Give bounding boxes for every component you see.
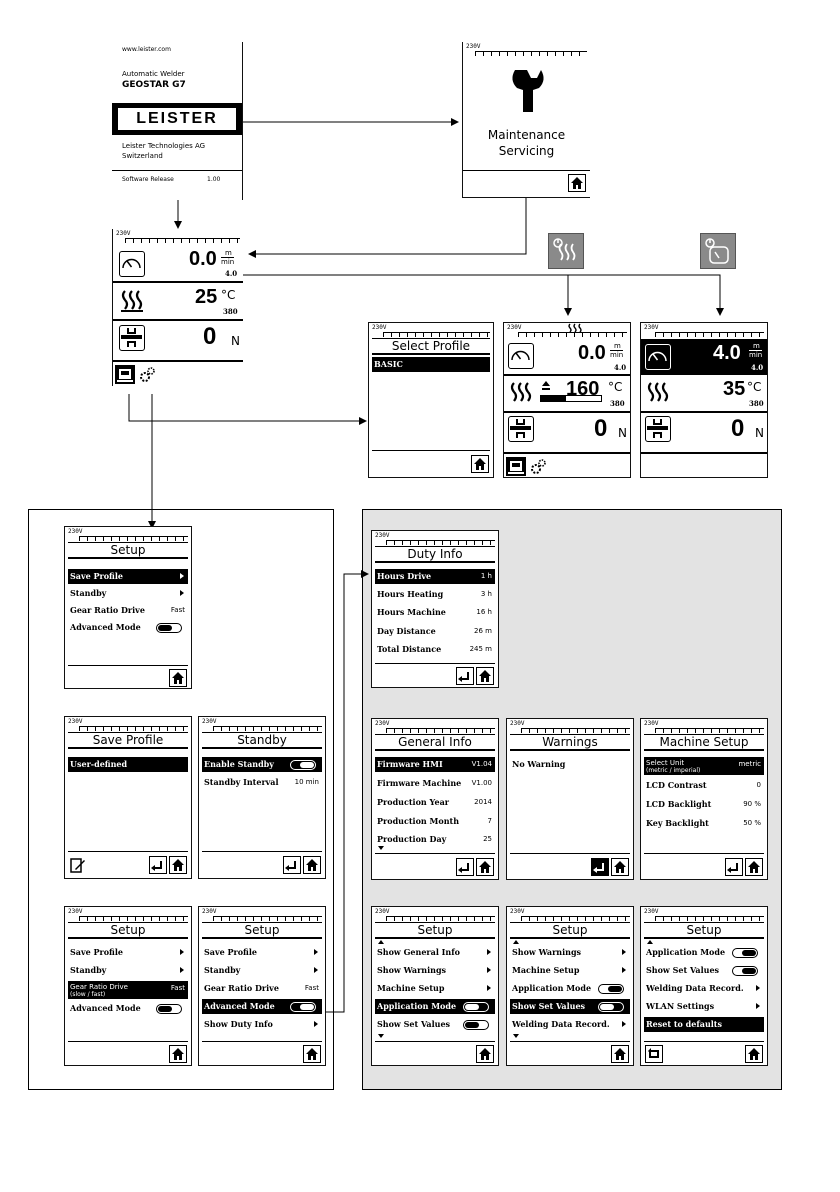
chevron-right-icon: [180, 949, 184, 955]
home-icon: [171, 858, 185, 872]
row-sub: (metric / imperial): [646, 767, 701, 774]
screen-title: Setup: [68, 542, 188, 559]
url-text: www.leister.com: [122, 46, 171, 53]
force-unit: N: [755, 426, 764, 440]
info-firmware-hmi[interactable]: [375, 757, 495, 772]
home-button[interactable]: [745, 858, 763, 876]
heating-progress-bar: [540, 395, 602, 402]
voltage-label: 230V: [116, 230, 131, 237]
warnings-screen: [506, 718, 634, 880]
duty-hours-drive[interactable]: [375, 569, 495, 584]
release-label: Software Release: [122, 176, 174, 183]
speed-set-value: 4.0: [751, 363, 764, 372]
show-set-values-toggle[interactable]: [732, 966, 758, 976]
screen-title: Setup: [375, 922, 495, 939]
duty-day-distance[interactable]: [375, 624, 495, 639]
row-label: Key Backlight: [646, 818, 709, 828]
home-icon: [171, 1047, 185, 1061]
row-label: WLAN Settings: [646, 1001, 715, 1011]
row-label: Gear Ratio Drive: [70, 983, 128, 991]
back-icon: [285, 858, 299, 872]
row-label: Enable Standby: [204, 759, 274, 769]
speed-unit-bottom: min: [221, 258, 235, 266]
row-label: Show Duty Info: [204, 1019, 273, 1029]
model-text: GEOSTAR G7: [122, 80, 186, 90]
voltage-label: 230V: [644, 908, 659, 915]
row-label: Hours Heating: [377, 589, 444, 599]
home-button[interactable]: [476, 858, 494, 876]
voltage-label: 230V: [372, 324, 387, 331]
voltage-label: 230V: [68, 908, 83, 915]
temp-unit: °C: [608, 380, 623, 394]
setup-screen: [64, 526, 192, 689]
temp-value: 160: [566, 378, 600, 400]
row-value: Fast: [304, 984, 319, 992]
maintenance-line1: Maintenance: [487, 128, 566, 142]
menu-show-general-info[interactable]: [375, 945, 495, 960]
force-icon: [645, 416, 671, 442]
row-label: Show Set Values: [512, 1001, 586, 1011]
arrow-main-to-profile: [129, 394, 366, 421]
row-label: Show Warnings: [377, 965, 447, 975]
menu-enable-standby[interactable]: [202, 757, 322, 772]
row-label: Save Profile: [204, 947, 257, 957]
chevron-right-icon: [314, 1021, 318, 1027]
row-label: Firmware Machine: [377, 778, 462, 788]
home-icon: [305, 858, 319, 872]
chevron-right-icon: [756, 1003, 760, 1009]
maintenance-screen: [462, 42, 590, 198]
heat-key-icon[interactable]: [548, 233, 584, 269]
speed-unit-top: m: [225, 249, 232, 257]
home-icon: [478, 1047, 492, 1061]
standby-screen: [198, 716, 326, 879]
speedometer-icon: [645, 344, 671, 370]
release-value: 1.00: [207, 176, 221, 183]
home-icon: [305, 1047, 319, 1061]
row-label: LCD Contrast: [646, 780, 707, 790]
menu-standby[interactable]: [202, 963, 322, 978]
back-icon: [458, 860, 472, 874]
row-value: 16 h: [476, 608, 492, 616]
duty-hours-heating[interactable]: [375, 587, 495, 602]
row-label: Machine Setup: [377, 983, 445, 993]
arrow-main-to-drive: [243, 275, 720, 315]
row-label: Standby: [70, 965, 107, 975]
machine-select-unit[interactable]: [644, 757, 764, 775]
row-label: Standby: [70, 588, 107, 598]
row-value: 90 %: [743, 800, 761, 808]
voltage-label: 230V: [507, 324, 522, 331]
row-label: Welding Data Record.: [512, 1019, 610, 1029]
home-icon: [478, 860, 492, 874]
setup-button[interactable]: [528, 457, 548, 476]
warning-item: No Warning: [512, 759, 566, 769]
row-label: Total Distance: [377, 644, 442, 654]
back-button[interactable]: [456, 858, 474, 876]
menu-application-mode[interactable]: [510, 981, 630, 996]
menu-gear-ratio[interactable]: [202, 981, 322, 996]
eject-icon: [541, 380, 551, 390]
row-sub: (slow / fast): [70, 991, 106, 998]
chevron-right-icon: [756, 985, 760, 991]
row-label: Application Mode: [646, 947, 726, 957]
gear-icon: [529, 458, 547, 476]
row-label: Hours Drive: [377, 571, 432, 581]
voltage-label: 230V: [68, 528, 83, 535]
leister-logo-text: LEISTER: [118, 108, 236, 130]
home-button[interactable]: [169, 669, 187, 687]
start-screen: [112, 42, 243, 200]
speed-value: 0.0: [578, 342, 606, 364]
profile-item-user-defined[interactable]: User-defined: [68, 757, 188, 772]
menu-save-profile[interactable]: [68, 569, 188, 584]
row-label: Select Unit: [646, 759, 685, 767]
row-label: Advanced Mode: [70, 622, 141, 632]
edit-icon: [70, 857, 86, 873]
row-label: Application Mode: [377, 1001, 457, 1011]
speedometer-icon: [508, 343, 534, 369]
profile-icon: [117, 367, 133, 383]
advanced-setup-screen-2: [506, 906, 634, 1066]
info-production-year[interactable]: [375, 795, 495, 810]
show-set-values-toggle[interactable]: [598, 1002, 624, 1012]
home-button[interactable]: [476, 667, 494, 685]
machine-setup-screen: [640, 718, 768, 880]
chevron-right-icon: [622, 949, 626, 955]
screen-title: Machine Setup: [644, 734, 764, 751]
scroll-up-icon[interactable]: [378, 940, 384, 944]
edit-button[interactable]: [69, 856, 87, 874]
chevron-right-icon: [622, 967, 626, 973]
row-label: Advanced Mode: [204, 1001, 275, 1011]
menu-save-profile[interactable]: [202, 945, 322, 960]
row-value: Fast: [170, 984, 185, 992]
gear-icon: [138, 366, 156, 384]
home-icon: [613, 1047, 627, 1061]
menu-machine-setup[interactable]: [375, 981, 495, 996]
row-label: Save Profile: [70, 947, 123, 957]
application-mode-toggle[interactable]: [732, 948, 758, 958]
speed-unit-bottom: min: [749, 351, 763, 359]
scroll-up-icon[interactable]: [647, 940, 653, 944]
advanced-mode-toggle[interactable]: [290, 1002, 316, 1012]
menu-show-set-values[interactable]: [375, 1017, 495, 1032]
voltage-label: 230V: [644, 324, 659, 331]
reset-button[interactable]: [645, 1045, 663, 1063]
screen-title: Duty Info: [375, 546, 495, 563]
row-value: Fast: [170, 606, 185, 614]
force-icon: [119, 325, 145, 351]
advanced-mode-toggle[interactable]: [156, 623, 182, 633]
row-value: 245 m: [469, 645, 492, 653]
row-value: V1.04: [471, 760, 492, 768]
setup-advanced-screen: [198, 906, 326, 1066]
menu-welding-data-record[interactable]: [644, 981, 764, 996]
general-info-screen: [371, 718, 499, 880]
row-value: 0: [756, 781, 761, 789]
save-profile-screen: [64, 716, 192, 879]
company-text: Leister Technologies AG: [122, 142, 206, 150]
voltage-label: 230V: [466, 43, 481, 50]
row-label: Show Set Values: [646, 965, 720, 975]
temp-set-value: 380: [223, 307, 238, 316]
menu-application-mode[interactable]: [375, 999, 495, 1014]
row-label: LCD Backlight: [646, 799, 712, 809]
row-label: Hours Machine: [377, 607, 446, 617]
screen-title: Standby: [202, 732, 322, 749]
home-icon: [747, 860, 761, 874]
voltage-label: 230V: [510, 908, 525, 915]
home-button[interactable]: [169, 1045, 187, 1063]
screen-title: General Info: [375, 734, 495, 751]
temp-value: 25: [195, 286, 218, 308]
home-icon: [171, 671, 185, 685]
voltage-label: 230V: [68, 718, 83, 725]
back-icon: [458, 669, 472, 683]
arrow-advanced-to-duty: [322, 574, 368, 1012]
home-button[interactable]: [303, 856, 321, 874]
back-icon: [593, 860, 607, 874]
menu-machine-setup[interactable]: [510, 963, 630, 978]
application-mode-toggle[interactable]: [598, 984, 624, 994]
screen-title: Setup: [644, 922, 764, 939]
force-value: 0: [594, 415, 608, 442]
menu-save-profile[interactable]: [68, 945, 188, 960]
advanced-mode-toggle[interactable]: [156, 1004, 182, 1014]
row-label: Production Month: [377, 816, 460, 826]
chevron-right-icon: [180, 590, 184, 596]
back-button[interactable]: [149, 856, 167, 874]
wrench-icon: [507, 66, 547, 116]
refresh-icon: [647, 1047, 661, 1061]
profile-button[interactable]: [506, 457, 526, 476]
country-text: Switzerland: [122, 152, 163, 160]
temp-unit: °C: [221, 288, 236, 302]
menu-welding-data-record[interactable]: [510, 1017, 630, 1032]
chevron-right-icon: [180, 573, 184, 579]
menu-standby-interval[interactable]: [202, 775, 322, 790]
menu-show-set-values[interactable]: [644, 963, 764, 978]
speed-unit-top: m: [753, 342, 760, 350]
force-unit: N: [231, 334, 240, 348]
home-button[interactable]: [611, 858, 629, 876]
show-set-values-toggle[interactable]: [463, 1020, 489, 1030]
product-line-text: Automatic Welder: [122, 70, 185, 78]
row-value: metric: [738, 760, 761, 768]
duty-info-screen: [371, 530, 499, 688]
row-label: Firmware HMI: [377, 759, 443, 769]
duty-total-distance[interactable]: [375, 642, 495, 657]
back-icon: [727, 860, 741, 874]
row-value: 3 h: [480, 590, 492, 598]
profile-item-basic[interactable]: BASIC: [372, 357, 490, 372]
row-value: 26 m: [474, 627, 492, 635]
chevron-right-icon: [622, 1021, 626, 1027]
scroll-down-icon[interactable]: [378, 1034, 384, 1038]
row-label: Show Warnings: [512, 947, 582, 957]
application-mode-toggle[interactable]: [463, 1002, 489, 1012]
setup-button[interactable]: [137, 365, 157, 384]
speed-set-value: 4.0: [614, 363, 627, 372]
menu-advanced-mode[interactable]: [68, 1001, 188, 1016]
menu-gear-ratio[interactable]: [68, 603, 188, 618]
chevron-right-icon: [180, 967, 184, 973]
info-production-month[interactable]: [375, 814, 495, 829]
menu-advanced-mode[interactable]: [68, 620, 188, 635]
temp-set-value: 380: [610, 399, 625, 408]
scroll-up-icon[interactable]: [513, 940, 519, 944]
home-button[interactable]: [471, 455, 489, 473]
heat-screen: [503, 322, 631, 478]
drive-key-icon[interactable]: [700, 233, 736, 269]
voltage-label: 230V: [644, 720, 659, 727]
back-button[interactable]: [725, 858, 743, 876]
chevron-right-icon: [314, 949, 318, 955]
heater-icon: [645, 379, 671, 405]
screen-title: Save Profile: [68, 732, 188, 749]
menu-show-warnings[interactable]: [510, 945, 630, 960]
back-icon: [151, 858, 165, 872]
setup-gear-ratio-screen: [64, 906, 192, 1066]
menu-show-duty-info[interactable]: [202, 1017, 322, 1032]
scroll-down-icon[interactable]: [513, 1034, 519, 1038]
heating-progress-fill: [541, 396, 566, 401]
profile-button[interactable]: [115, 365, 135, 384]
row-value: 25: [483, 835, 492, 843]
row-label: Production Day: [377, 834, 447, 844]
menu-standby[interactable]: [68, 963, 188, 978]
drive-screen: [640, 322, 768, 478]
voltage-label: 230V: [202, 718, 217, 725]
temp-set-value: 380: [749, 399, 764, 408]
speed-value: 4.0: [713, 342, 741, 364]
screen-title: Select Profile: [372, 338, 490, 355]
home-icon: [478, 669, 492, 683]
row-label: Production Year: [377, 797, 450, 807]
speed-unit-top: m: [614, 342, 621, 350]
row-label: Machine Setup: [512, 965, 580, 975]
row-value: 10 min: [294, 778, 319, 786]
machine-lcd-contrast[interactable]: [644, 778, 764, 793]
row-value: 1 h: [480, 572, 492, 580]
heater-icon: [508, 379, 534, 405]
machine-lcd-backlight[interactable]: [644, 797, 764, 812]
scroll-down-icon[interactable]: [378, 846, 384, 850]
home-icon: [613, 860, 627, 874]
machine-key-backlight[interactable]: [644, 816, 764, 831]
menu-standby[interactable]: [68, 586, 188, 601]
row-label: Save Profile: [70, 571, 123, 581]
voltage-label: 230V: [375, 908, 390, 915]
row-label: Gear Ratio Drive: [70, 605, 145, 615]
row-value: V1.00: [471, 779, 492, 787]
force-unit: N: [618, 426, 627, 440]
heating-indicator-icon: [568, 323, 582, 333]
menu-application-mode[interactable]: [644, 945, 764, 960]
home-button[interactable]: [169, 856, 187, 874]
profile-icon: [508, 459, 524, 475]
row-value: 2014: [474, 798, 492, 806]
row-value: 7: [487, 817, 492, 825]
info-production-day[interactable]: [375, 832, 495, 847]
chevron-right-icon: [314, 967, 318, 973]
row-label: Show General Info: [377, 947, 460, 957]
enable-standby-toggle[interactable]: [290, 760, 316, 770]
voltage-label: 230V: [375, 532, 390, 539]
home-button[interactable]: [476, 1045, 494, 1063]
chevron-right-icon: [487, 949, 491, 955]
voltage-label: 230V: [202, 908, 217, 915]
speedometer-icon: [119, 251, 145, 277]
select-profile-screen: [368, 322, 494, 478]
home-button[interactable]: [568, 174, 586, 192]
back-button[interactable]: [456, 667, 474, 685]
row-label: Show Set Values: [377, 1019, 451, 1029]
row-value: 50 %: [743, 819, 761, 827]
advanced-setup-screen-1: [371, 906, 499, 1066]
duty-hours-machine[interactable]: [375, 605, 495, 620]
screen-title: Setup: [510, 922, 630, 939]
leister-logo: [112, 103, 243, 135]
menu-advanced-mode[interactable]: [202, 999, 322, 1014]
row-label: Day Distance: [377, 626, 436, 636]
heater-icon: [119, 287, 145, 313]
temp-unit: °C: [747, 380, 762, 394]
row-label: Advanced Mode: [70, 1003, 141, 1013]
menu-wlan-settings[interactable]: [644, 999, 764, 1014]
menu-show-warnings[interactable]: [375, 963, 495, 978]
screen-title: Setup: [68, 922, 188, 939]
force-value: 0: [731, 415, 745, 442]
back-button[interactable]: [283, 856, 301, 874]
row-label: Application Mode: [512, 983, 592, 993]
voltage-label: 230V: [375, 720, 390, 727]
voltage-label: 230V: [510, 720, 525, 727]
row-label: Gear Ratio Drive: [204, 983, 279, 993]
temp-value: 35: [723, 378, 746, 400]
row-label: Standby: [204, 965, 241, 975]
screen-title: Warnings: [510, 734, 630, 751]
home-icon: [747, 1047, 761, 1061]
force-icon: [508, 416, 534, 442]
force-value: 0: [203, 323, 217, 350]
info-firmware-machine[interactable]: [375, 776, 495, 791]
main-screen: [112, 229, 243, 386]
home-button[interactable]: [611, 1045, 629, 1063]
home-button[interactable]: [303, 1045, 321, 1063]
speed-set-value: 4.0: [225, 269, 238, 278]
menu-gear-ratio[interactable]: [68, 981, 188, 999]
speed-unit-bottom: min: [610, 351, 624, 359]
screen-title: Setup: [202, 922, 322, 939]
maintenance-line2: Servicing: [498, 144, 555, 158]
menu-reset-to-defaults[interactable]: Reset to defaults: [644, 1017, 764, 1032]
arrow-maintenance-to-main: [249, 198, 526, 254]
row-label: Welding Data Record.: [646, 983, 744, 993]
home-button[interactable]: [745, 1045, 763, 1063]
menu-show-set-values[interactable]: [510, 999, 630, 1014]
row-label: Standby Interval: [204, 777, 279, 787]
back-button[interactable]: [591, 858, 609, 876]
advanced-setup-screen-3: [640, 906, 768, 1066]
chevron-right-icon: [487, 985, 491, 991]
speed-value: 0.0: [189, 248, 217, 270]
chevron-right-icon: [487, 967, 491, 973]
home-icon: [473, 457, 487, 471]
